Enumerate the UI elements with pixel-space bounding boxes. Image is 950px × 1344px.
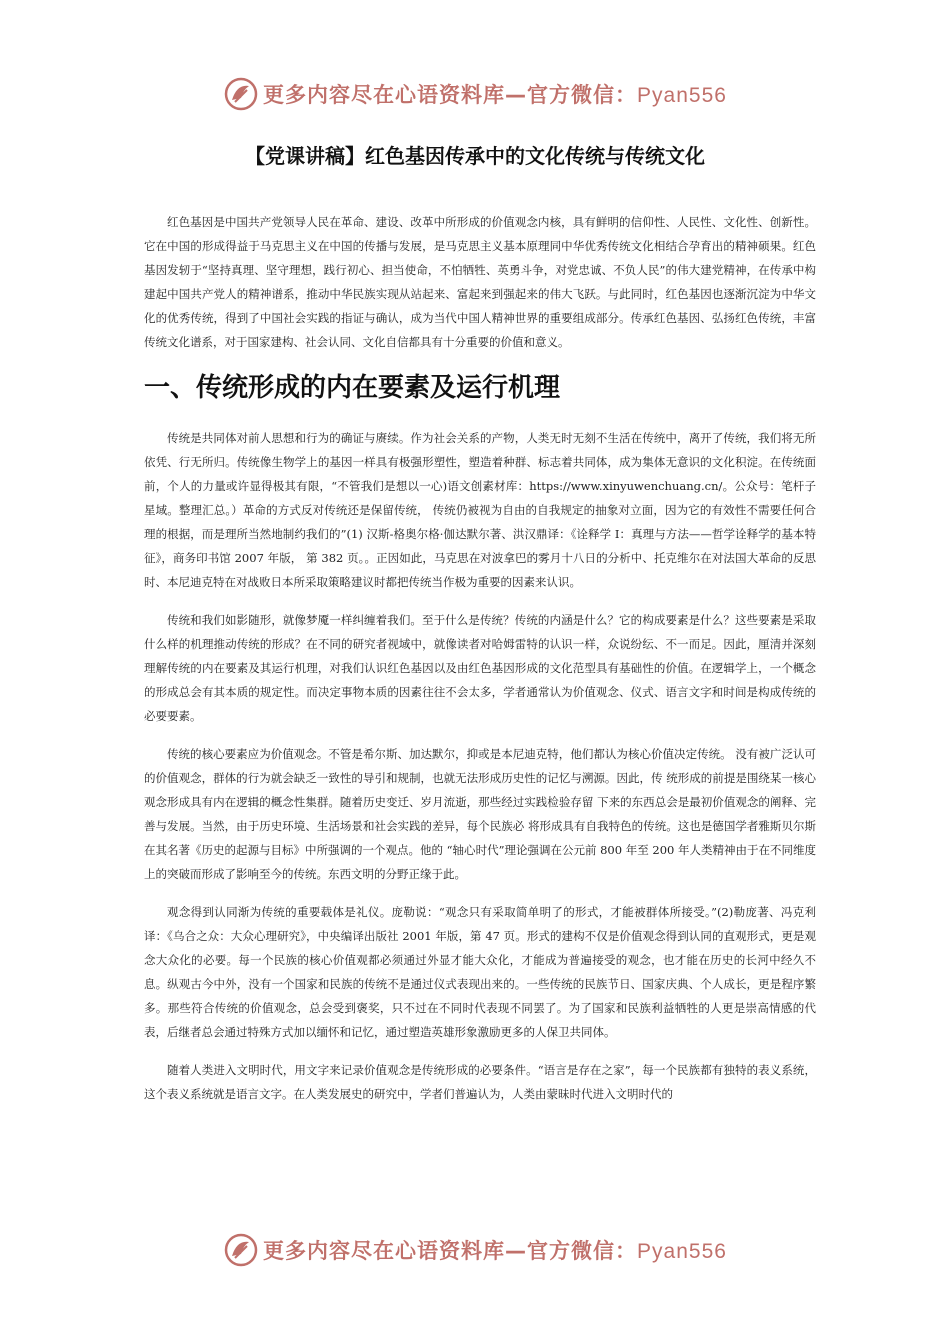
banner-slogan-text: 更多内容尽在心语资料库—官方微信： bbox=[263, 83, 638, 107]
banner-wechat-id: Pyan556 bbox=[637, 84, 727, 107]
document-title: 【党课讲稿】红色基因传承中的文化传统与传统文化 bbox=[245, 144, 705, 168]
banner-wechat-id: Pyan556 bbox=[637, 1240, 727, 1263]
body-paragraph-3: 传统的核心要素应为价值观念。不管是希尔斯、加达默尔，抑或是本尼迪克特，他们都认为核心价值决定传统。 没有被广泛认可的价值观念，群体的行为就会缺乏一致性的导引和规制，也就无法形成历史性的记忆与溯源。因此，传 统形成的前提是围绕某一核心观念形成具有内在逻辑的概念性集群。随着历史变迁、岁月流逝，那些经过实践检验存留 下来的东西总会是最初价值观念的阐释、完善与发展。当然，由于历史环境、生活场景和社会实践的差异，每个民族必 将形成具有自我特色的传统。这也是德国学者雅斯贝尔斯在其名著《历史的起源与目标》中所强调的一个观点。他的 “轴心时代”理论强调在公元前 800 年至 200 年人类精神由于在不同维度上的突破而形成了影响至今的传统。东西文明的分野正缘于此。 bbox=[144, 747, 816, 881]
body-paragraph-4: 观念得到认同渐为传统的重要载体是礼仪。庞勒说：“观念只有采取简单明了的形式，才能被群体所接受。”(2)勒庞著、冯克利译：《乌合之众：大众心理研究》，中央编译出版社 2001 年版，第 47 页。形式的建构不仅是价值观念得到认同的直观形式，更是观念大众化的必要。每一个民族的核心价值观都必须通过外显才能大众化，才能成为普遍接受的观念，也才能在历史的长河中经久不息。纵观古今中外，没有一个国家和民族的传统不是通过仪式表现出来的。一些传统的民族节日、国家庆典、个人成长，更是程序繁多。那些符合传统的价值观念，总会受到褒奖，只不过在不同时代表现不同罢了。为了国家和民族利益牺牲的人更是崇高情感的代表，后继者总会通过特殊方式加以缅怀和记忆，通过塑造英雄形象激励更多的人保卫共同体。 bbox=[144, 905, 816, 1039]
section-heading: 一、传统形成的内在要素及运行机理 bbox=[144, 373, 561, 403]
body-paragraph-1: 传统是共同体对前人思想和行为的确证与赓续。作为社会关系的产物，人类无时无刻不生活在传统中，离开了传统，我们将无所依凭、行无所归。传统像生物学上的基因一样具有极强形塑性，塑造着种群、标志着共同体，成为集体无意识的文化积淀。在传统面前，个人的力量或许显得极其有限，“不管我们是想以一心)语文创素材库：https://www.xinyuwenchuang.cn/。公众号：笔杆子星域。整理汇总。）革命的方式反对传统还是保留传统， 传统仍被视为自由的自我规定的抽象对立面，因为它的有效性不需要任何合理的根据，而是理所当然地制约我们的”(1) 汉斯-格奥尔格·伽达默尔著、洪汉鼎译：《诠释学 I：真理与方法——哲学诠释学的基本特征》，商务印书馆 2007 年版， 第 382 页。。正因如此，马克思在对波拿巴的雾月十八日的分析中、托克维尔在对法国大革命的反思时、本尼迪克特在对战败日本所采取策略建议时都把传统当作极为重要的因素来认识。 bbox=[144, 431, 816, 589]
document-body bbox=[144, 210, 816, 1120]
intro-paragraph: 红色基因是中国共产党领导人民在革命、建设、改革中所形成的价值观念内核，具有鲜明的信仰性、人民性、文化性、创新性。它在中国的形成得益于马克思主义在中国的传播与发展，是马克思主义基本原理同中华优秀传统文化相结合孕育出的精神硕果。红色基因发轫于“坚持真理、坚守理想，践行初心、担当使命，不怕牺牲、英勇斗争，对党忠诚、不负人民”的伟大建党精神，在传承中构建起中国共产党人的精神谱系，推动中华民族实现从站起来、富起来到强起来的伟大飞跃。与此同时，红色基因也逐渐沉淀为中华文化的优秀传统，得到了中国社会实践的指证与确认，成为当代中国人精神世界的重要组成部分。传承红色基因、弘扬红色传统，丰富传统文化谱系，对于国家建构、社会认同、文化自信都具有十分重要的价值和意义。 bbox=[144, 215, 816, 349]
library-logo-icon bbox=[223, 76, 259, 112]
banner-slogan-text: 更多内容尽在心语资料库—官方微信： bbox=[263, 1239, 638, 1263]
body-paragraph-5: 随着人类进入文明时代，用文字来记录价值观念是传统形成的必要条件。“语言是存在之家”，每一个民族都有独特的表义系统，这个表义系统就是语言文字。在人类发展史的研究中，学者们普遍认为，人类由蒙昧时代进入文明时代的 bbox=[144, 1063, 816, 1101]
header-banner bbox=[0, 72, 950, 116]
body-paragraph-2: 传统和我们如影随形，就像梦魇一样纠缠着我们。至于什么是传统？传统的内涵是什么？它的构成要素是什么？这些要素是采取什么样的机理推动传统的形成？在不同的研究者视域中，就像读者对哈姆雷特的认识一样，众说纷纭、不一而足。因此，厘清并深刻理解传统的内在要素及其运行机理，对我们认识红色基因以及由红色基因形成的文化范型具有基础性的价值。在逻辑学上，一个概念的形成总会有其本质的规定性。而决定事物本质的因素往往不会太多，学者通常认为价值观念、仪式、语言文字和时间是构成传统的必要要素。 bbox=[144, 613, 816, 723]
footer-banner bbox=[0, 1228, 950, 1272]
banner-slogan bbox=[263, 1235, 727, 1265]
banner-slogan bbox=[263, 79, 727, 109]
library-logo-icon bbox=[223, 1232, 259, 1268]
